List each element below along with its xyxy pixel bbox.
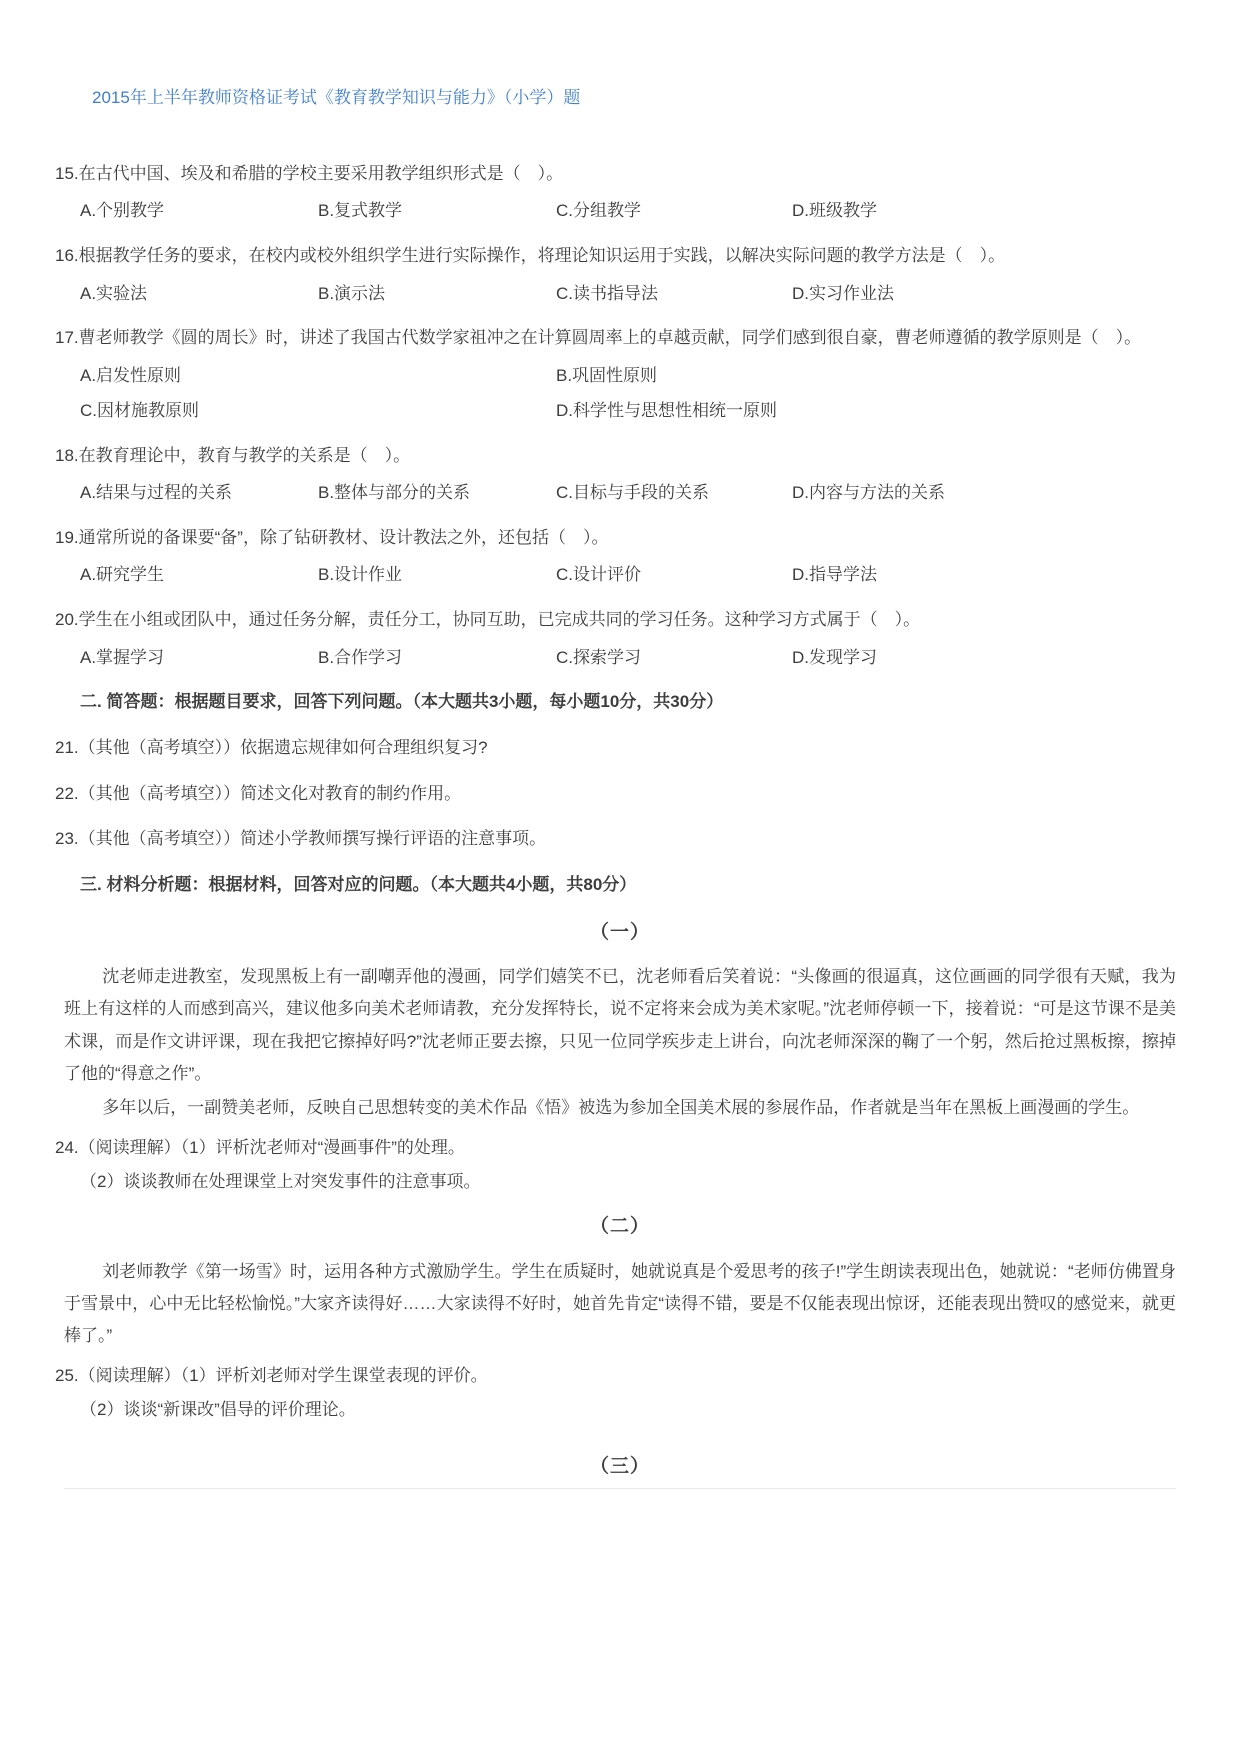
option-b: B.设计作业: [318, 565, 403, 585]
question-20: [0, 604, 1240, 672]
question-16: [0, 240, 1240, 308]
option-d: D.实习作业法: [792, 283, 894, 303]
question-19: [0, 522, 1240, 590]
material-1-text: [0, 961, 1240, 1124]
question-17-stem: [0, 322, 1184, 353]
question-24-part-1: 24.（阅读理解）（1）评析沈老师对“漫画事件”的处理。: [55, 1138, 465, 1158]
option-a: A.实验法: [80, 283, 148, 303]
question-25-part-2: （2）谈谈“新课改”倡导的评价理论。: [80, 1399, 356, 1419]
option-a: A.个别教学: [80, 201, 165, 221]
question-15: [0, 158, 1240, 226]
option-c: C.分组教学: [556, 201, 641, 221]
option-b: B.整体与部分的关系: [318, 483, 471, 503]
question-number: 15.: [55, 163, 79, 183]
question-20-options: [80, 644, 1240, 673]
option-a: A.研究学生: [80, 565, 165, 585]
question-15-options: [80, 197, 1240, 226]
option-c: C.设计评价: [556, 565, 641, 585]
question-20-stem: [0, 604, 1184, 635]
question-number: 19.: [55, 528, 79, 547]
material-1-paragraph: 多年以后，一副赞美老师，反映自己思想转变的美术作品《悟》被选为参加全国美术展的参展作品，作者就是当年在黑板上画漫画的学生。: [102, 1098, 1140, 1118]
option-d: D.内容与方法的关系: [792, 483, 945, 503]
material-2-text: [0, 1256, 1240, 1353]
question-24-part-2: （2）谈谈教师在处理课堂上对突发事件的注意事项。: [80, 1171, 481, 1191]
question-18: [0, 440, 1240, 508]
question-15-stem: [0, 158, 1184, 189]
option-b: B.合作学习: [318, 647, 403, 667]
question-number: 20.: [55, 610, 79, 630]
option-b: B.巩固性原则: [556, 365, 658, 385]
option-b: B.复式教学: [318, 201, 403, 221]
option-a: A.掌握学习: [80, 647, 165, 667]
question-text: 在教育理论中，教育与教学的关系是（ ）。: [78, 445, 411, 465]
option-b: B.演示法: [318, 283, 386, 303]
question-17-options: [80, 362, 1240, 426]
material-2-label: （二）: [589, 1216, 650, 1238]
page-title: 2015年上半年教师资格证考试《教育教学知识与能力》（小学）题: [92, 88, 581, 107]
material-1-paragraph: 沈老师走进教室，发现黑板上有一副嘲弄他的漫画，同学们嬉笑不已，沈老师看后笑着说：“头像画的很逼真，这位画画的同学很有天赋，我为班上有这样的人而感到高兴，建议他多向美术老师请教，充分发挥特长，说不定将来会成为美术家呢。”沈老师停顿一下，接着说：“可是这节课不是美术课，而是作文讲评课，现在我把它擦掉好吗?”沈老师正要去擦，只见一位同学疾步走上讲台，向沈老师深深的鞠了一个躬，然后抢过黑板擦，擦掉了他的“得意之作”。: [64, 966, 1176, 1083]
question-16-options: [80, 280, 1240, 309]
question-16-stem: [0, 240, 1184, 271]
question-19-options: [80, 561, 1240, 590]
option-d: D.科学性与思想性相统一原则: [556, 400, 777, 420]
question-text: 曹老师教学《圆的周长》时，讲述了我国古代数学家祖冲之在计算圆周率上的卓越贡献，同学们感到很自豪，曹老师遵循的教学原则是（ ）。: [78, 328, 1142, 348]
option-a: A.结果与过程的关系: [80, 483, 233, 503]
option-c: C.目标与手段的关系: [556, 483, 709, 503]
option-c: C.读书指导法: [556, 283, 658, 303]
material-3-label: （三）: [589, 1456, 650, 1478]
material-1-label: （一）: [589, 921, 650, 943]
question-22: 22.（其他（高考填空））简述文化对教育的制约作用。: [55, 783, 462, 803]
question-19-stem: [0, 522, 1184, 553]
question-number: 18.: [55, 445, 79, 465]
option-d: D.指导学法: [792, 565, 877, 585]
question-text: 根据教学任务的要求，在校内或校外组织学生进行实际操作，将理论知识运用于实践，以解决实际问题的教学方法是（ ）。: [78, 246, 1006, 266]
question-18-options: [80, 479, 1240, 508]
option-c: C.因材施教原则: [80, 400, 199, 420]
question-number: 17.: [55, 328, 79, 348]
question-18-stem: [0, 440, 1184, 471]
question-21: 21.（其他（高考填空））依据遗忘规律如何合理组织复习?: [55, 738, 488, 758]
question-text: 通常所说的备课要“备”，除了钻研教材、设计教法之外，还包括（ ）。: [78, 528, 609, 547]
question-number: 16.: [55, 246, 79, 266]
question-25-part-1: 25.（阅读理解）（1）评析刘老师对学生课堂表现的评价。: [55, 1366, 488, 1386]
page-bottom-divider: [64, 1488, 1176, 1489]
material-2-paragraph: 刘老师教学《第一场雪》时，运用各种方式激励学生。学生在质疑时，她就说真是个爱思考的孩子!”学生朗读表现出色，她就说：“老师仿佛置身于雪景中，心中无比轻松愉悦。”大家齐读得好……大家读得不好时，她首先肯定“读得不错，要是不仅能表现出惊讶，还能表现出赞叹的感觉来，就更棒了。”: [64, 1261, 1176, 1346]
section-2-heading: 二. 简答题：根据题目要求，回答下列问题。（本大题共3小题，每小题10分，共30分）: [80, 691, 724, 711]
question-17: [0, 322, 1240, 425]
question-23: 23.（其他（高考填空））简述小学教师撰写操行评语的注意事项。: [55, 829, 547, 849]
question-text: 在古代中国、埃及和希腊的学校主要采用教学组织形式是（ ）。: [78, 163, 564, 183]
option-d: D.班级教学: [792, 201, 877, 221]
section-3-heading: 三. 材料分析题：根据材料，回答对应的问题。（本大题共4小题，共80分）: [80, 875, 637, 895]
option-c: C.探索学习: [556, 647, 641, 667]
question-text: 学生在小组或团队中，通过任务分解，责任分工，协同互助，已完成共同的学习任务。这种学习方式属于（ ）。: [78, 610, 921, 630]
option-d: D.发现学习: [792, 647, 877, 667]
option-a: A.启发性原则: [80, 365, 182, 385]
